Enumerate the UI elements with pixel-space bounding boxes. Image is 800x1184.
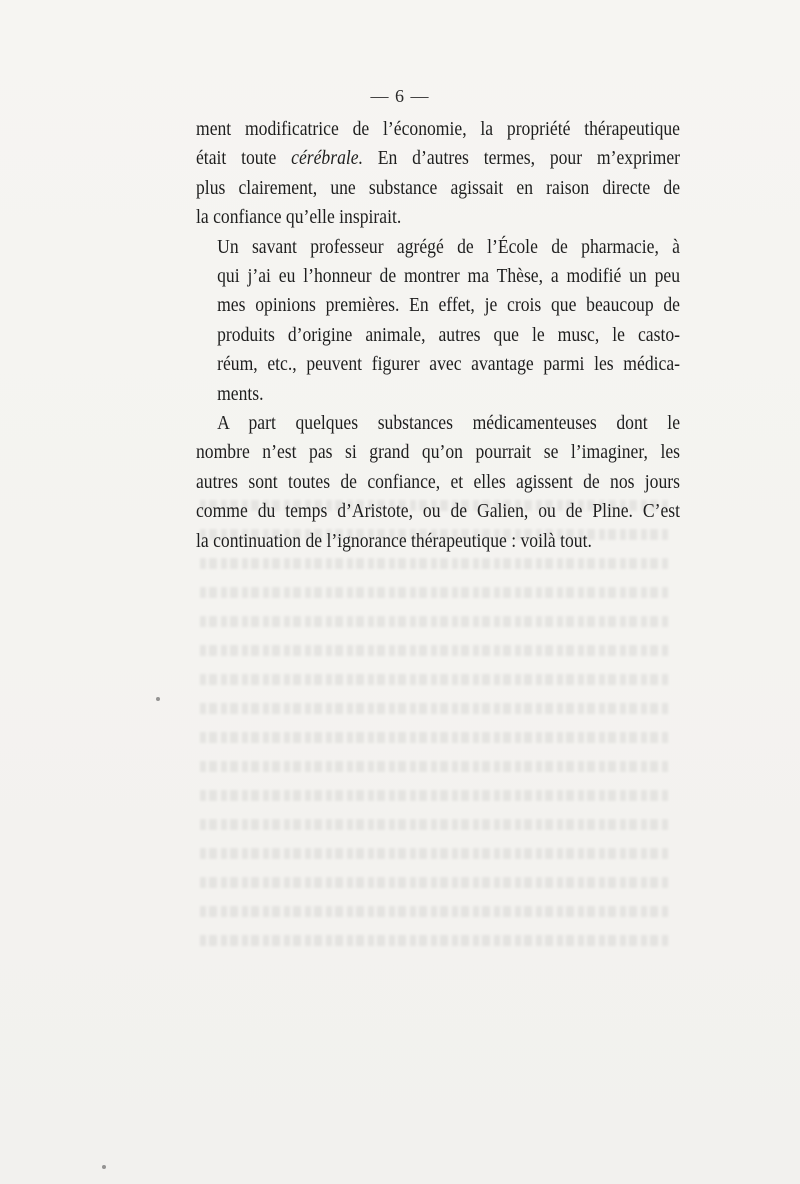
reverse-side-show-through <box>200 500 670 990</box>
text-line: comme du temps d’Aristote, ou de Galien, ou de Pline. C’est <box>196 500 680 523</box>
page-number: — 6 — <box>370 86 430 106</box>
text-line: la continuation de l’ignorance thérapeutique : voilà tout. <box>196 529 592 552</box>
text-line: nombre n’est pas si grand qu’on pourrait se l’imaginer, les <box>196 441 680 464</box>
paragraph-3 <box>196 409 680 556</box>
italic-term: cérébrale. <box>291 147 363 170</box>
text-line: mes opinions premières. En effet, je crois que beaucoup de <box>217 294 680 317</box>
ink-speck <box>156 697 160 701</box>
text-fragment: était toute <box>196 147 292 170</box>
text-line: Un savant professeur agrégé de l’École de pharmacie, à <box>217 235 680 258</box>
text-line: la confiance qu’elle inspirait. <box>196 206 402 229</box>
text-line: produits d’origine animale, autres que le musc, le casto- <box>217 323 680 346</box>
paragraph-2 <box>196 233 680 409</box>
text-line <box>196 144 680 173</box>
paragraph-1 <box>196 115 680 233</box>
ink-speck <box>102 1165 106 1169</box>
text-line: qui j’ai eu l’honneur de montrer ma Thèse, a modifié un peu <box>217 265 680 288</box>
text-line: réum, etc., peuvent figurer avec avantage parmi les médica- <box>217 353 680 376</box>
body-text <box>196 115 680 556</box>
text-line: plus clairement, une substance agissait en raison directe de <box>196 176 680 199</box>
text-line: ments. <box>217 382 264 405</box>
text-line: ment modificatrice de l’économie, la propriété thérapeutique <box>196 118 680 140</box>
text-line: autres sont toutes de confiance, et elles agissent de nos jours <box>196 470 680 493</box>
text-fragment: En d’autres termes, pour m’exprimer <box>362 147 680 170</box>
text-line: A part quelques substances médicamenteuses dont le <box>217 412 680 435</box>
